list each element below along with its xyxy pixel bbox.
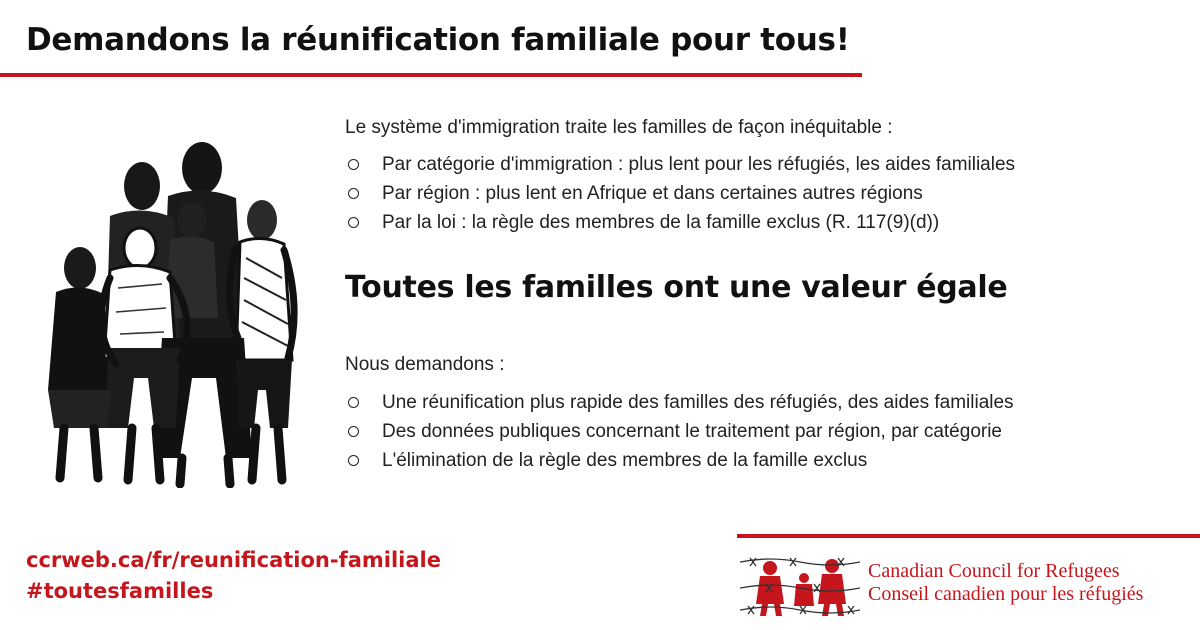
list-item-text: Par la loi : la règle des membres de la famille exclus (R. 117(9)(d)) (382, 211, 940, 233)
circle-bullet-icon (348, 397, 359, 408)
list-item (345, 179, 1015, 208)
list-item-text: Une réunification plus rapide des familles des réfugiés, des aides familiales (382, 391, 1014, 413)
org-name-english: Canadian Council for Refugees (868, 560, 1120, 582)
page-title: Demandons la réunification familiale pour tous! (26, 22, 850, 58)
circle-bullet-icon (348, 455, 359, 466)
demands-intro: Nous demandons : (345, 354, 505, 375)
list-item-text: Par région : plus lent en Afrique et dans certaines autres régions (382, 182, 923, 204)
org-name-french: Conseil canadien pour les réfugiés (868, 583, 1144, 605)
campaign-hashtag[interactable]: #toutesfamilles (26, 579, 214, 603)
intro-text: Le système d'immigration traite les familles de façon inéquitable : (345, 117, 893, 138)
inequity-list (345, 150, 1015, 237)
circle-bullet-icon (348, 217, 359, 228)
family-group-illustration (30, 128, 310, 488)
section-heading: Toutes les familles ont une valeur égale (345, 270, 1008, 305)
list-item (345, 446, 1014, 475)
list-item (345, 417, 1014, 446)
barbed-wire-family-logo (740, 548, 860, 618)
footer-rule (737, 534, 1200, 538)
circle-bullet-icon (348, 159, 359, 170)
title-underline (0, 73, 862, 77)
circle-bullet-icon (348, 426, 359, 437)
list-item (345, 208, 1015, 237)
campaign-link[interactable]: ccrweb.ca/fr/reunification-familiale (26, 548, 441, 572)
circle-bullet-icon (348, 188, 359, 199)
list-item (345, 388, 1014, 417)
list-item-text: Par catégorie d'immigration : plus lent pour les réfugiés, les aides familiales (382, 153, 1016, 175)
list-item-text: L'élimination de la règle des membres de la famille exclus (382, 449, 868, 471)
list-item (345, 150, 1015, 179)
demands-list (345, 388, 1014, 475)
list-item-text: Des données publiques concernant le traitement par région, par catégorie (382, 420, 1002, 442)
